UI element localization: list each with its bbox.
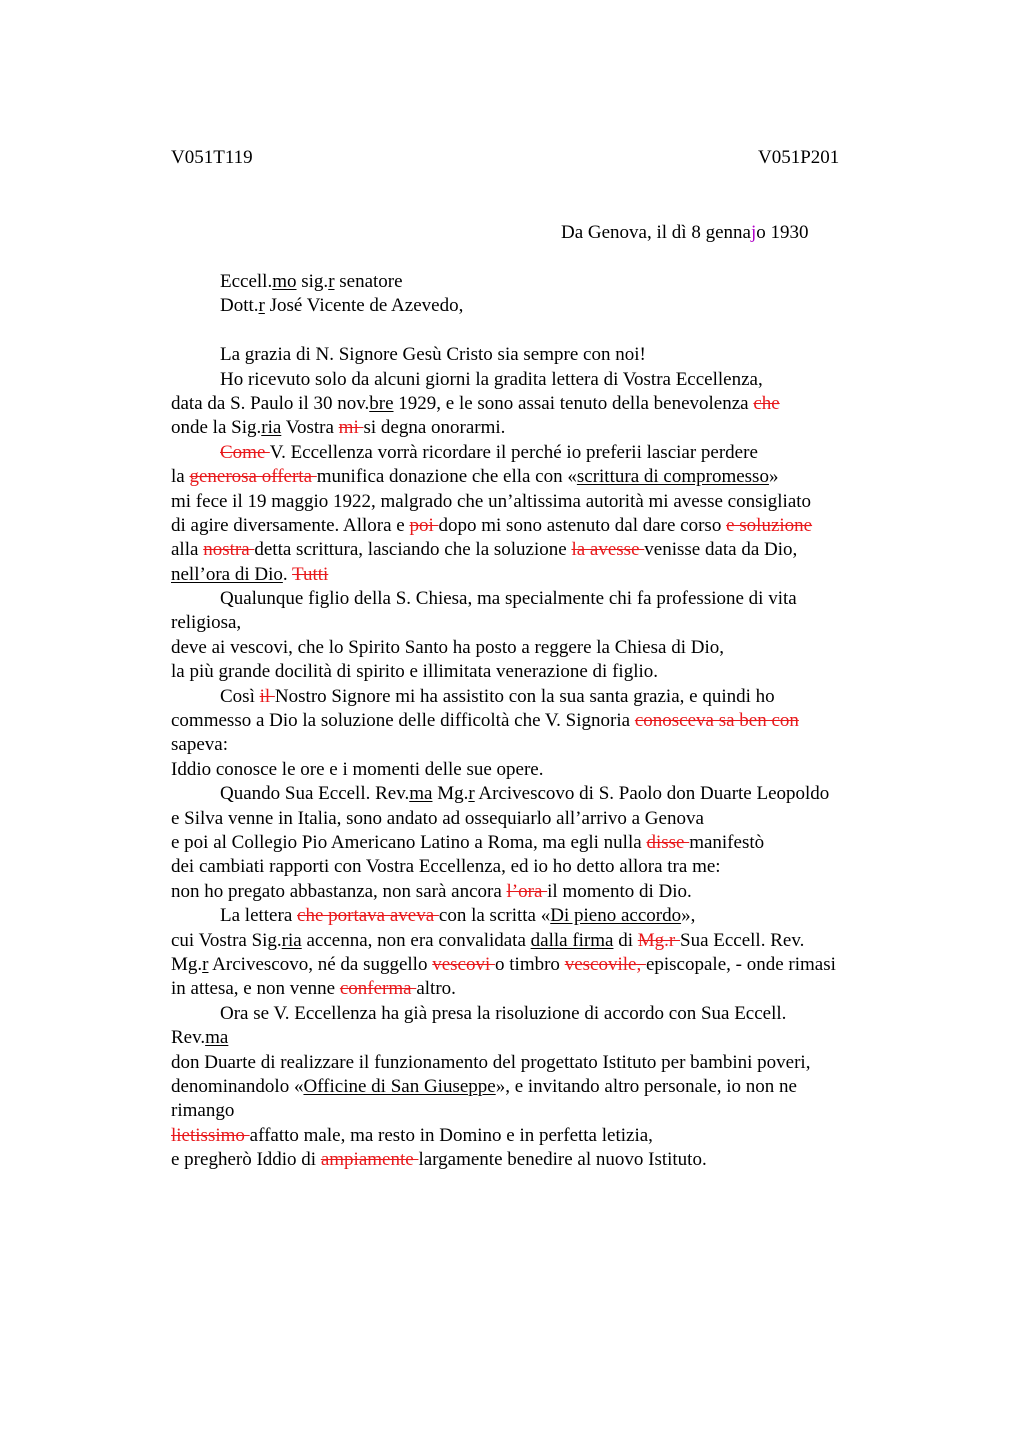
- text-run: denominandolo «: [171, 1075, 304, 1097]
- letter-body: [171, 270, 901, 1172]
- underlined-text: ria: [281, 929, 302, 951]
- text-line: [171, 831, 901, 855]
- text-run: Vostra: [281, 417, 339, 439]
- text-run: José Vicente de Azevedo,: [264, 295, 464, 317]
- deleted-text: che: [753, 392, 780, 414]
- deleted-text: conosceva sa ben con: [634, 710, 799, 732]
- text-run: »: [768, 466, 779, 488]
- text-run: e poi al Collegio Pio Americano Latino a Roma, ma egli nulla: [171, 831, 647, 853]
- text-run: o timbro: [495, 953, 565, 975]
- text-line: Iddio conosce le ore e i momenti delle sue opere.: [171, 758, 544, 780]
- underlined-text: scrittura di compromesso: [576, 466, 769, 488]
- date-text: o 1930: [756, 222, 809, 243]
- text-run: venisse data da Dio,: [644, 539, 798, 561]
- text-line: [171, 465, 901, 489]
- text-run: il momento di Dio.: [547, 880, 692, 902]
- text-run: di: [613, 929, 638, 951]
- text-line: [171, 977, 901, 1001]
- text-run: con la scritta «: [438, 905, 551, 927]
- text-line: [171, 392, 901, 416]
- underlined-text: mo: [272, 271, 297, 292]
- salutation-line: [171, 294, 901, 318]
- underlined-text: r: [258, 295, 265, 317]
- text-line: [171, 1148, 901, 1172]
- text-run: dopo mi sono astenuto dal dare corso: [438, 514, 727, 536]
- text-run: V. Eccellenza vorrà ricordare il perché io preferii lasciar perdere: [269, 441, 758, 463]
- text-line: Ho ricevuto solo da alcuni giorni la gradita lettera di Vostra Eccellenza,: [220, 368, 763, 390]
- text-line: [171, 1075, 901, 1099]
- text-line: [171, 441, 901, 465]
- text-run: Nostro Signore mi ha assistito con la sua santa grazia, e quindi ho: [274, 685, 775, 707]
- text-line: [171, 782, 901, 806]
- text-run: Così: [220, 685, 260, 707]
- text-run: Arcivescovo di S. Paolo don Duarte Leopoldo: [474, 783, 830, 805]
- text-run: Rev.: [171, 1027, 206, 1049]
- deleted-text: Tutti: [292, 563, 329, 585]
- text-run: data da S. Paulo il 30 nov.: [171, 392, 370, 414]
- text-run: di agire diversamente. Allora e: [171, 514, 410, 536]
- document-code-left: V051T119: [171, 147, 253, 168]
- text-run: in attesa, e non venne: [171, 978, 340, 1000]
- text-run: », e invitando altro personale, io non ne: [495, 1075, 797, 1097]
- text-run: cui Vostra Sig.: [171, 929, 282, 951]
- text-run: episcopale, - onde rimasi: [645, 953, 836, 975]
- text-run: Mg.: [432, 783, 469, 805]
- text-line: [171, 929, 901, 953]
- underlined-text: r: [328, 271, 335, 292]
- text-run: non ho pregato abbastanza, non sarà ancora: [171, 880, 507, 902]
- underlined-text: r: [468, 783, 475, 805]
- text-run: senatore: [334, 271, 403, 292]
- deleted-text: la avesse: [571, 539, 645, 561]
- text-line: rimango: [171, 1100, 235, 1122]
- text-run: si degna onorarmi.: [363, 417, 506, 439]
- date-correction-mark: j: [750, 222, 757, 243]
- underlined-text: ria: [261, 417, 282, 439]
- text-line: [171, 563, 901, 587]
- text-run: largamente benedire al nuovo Istituto.: [418, 1149, 707, 1171]
- text-run: detta scrittura, lasciando che la soluzione: [254, 539, 572, 561]
- text-line: [171, 514, 901, 538]
- deleted-text: vescovi: [432, 953, 496, 975]
- text-line: deve ai vescovi, che lo Spirito Santo ha posto a reggere la Chiesa di Dio,: [171, 636, 724, 658]
- text-line: [171, 880, 901, 904]
- deleted-text: generosa offerta: [189, 466, 317, 488]
- underlined-text: ma: [205, 1027, 229, 1049]
- text-run: la: [171, 466, 190, 488]
- deleted-text: nostra: [203, 539, 255, 561]
- deleted-text: disse: [646, 831, 690, 853]
- salutation-line: [171, 270, 901, 294]
- deleted-text: lietissimo: [171, 1124, 250, 1146]
- text-line: [171, 1124, 901, 1148]
- date-text: Da Genova, il dì 8 genna: [561, 222, 751, 243]
- text-line: [171, 685, 901, 709]
- text-line: don Duarte di realizzare il funzionamento del progettato Istituto per bambini poveri,: [171, 1051, 811, 1073]
- text-run: onde la Sig.: [171, 417, 262, 439]
- deleted-text: mi: [338, 417, 364, 439]
- text-run: sig.: [296, 271, 329, 292]
- text-run: Eccell.: [220, 271, 273, 292]
- underlined-text: ma: [409, 783, 433, 805]
- text-run: Mg.: [171, 953, 203, 975]
- text-line: mi fece il 19 maggio 1922, malgrado che un’altissima autorità mi avesse consigliato: [171, 490, 812, 512]
- text-run: accenna, non era convalidata: [301, 929, 531, 951]
- text-run: munifica donazione che ella con «: [316, 466, 577, 488]
- text-run: Arcivescovo, né da suggello: [208, 953, 433, 975]
- document-code-right: V051P201: [758, 147, 840, 168]
- text-run: manifestò: [689, 831, 765, 853]
- text-run: Dott.: [220, 295, 259, 317]
- letter-date: [561, 222, 808, 244]
- deleted-text: l’ora: [506, 880, 548, 902]
- text-run: 1929, e le sono assai tenuto della benevolenza: [393, 392, 754, 414]
- text-line: religiosa,: [171, 612, 242, 634]
- text-line: [171, 538, 901, 562]
- underlined-text: nell’ora di Dio: [171, 563, 283, 585]
- deleted-text: ampiamente: [320, 1149, 419, 1171]
- text-run: alla: [171, 539, 204, 561]
- text-line: [171, 709, 901, 733]
- deleted-text: Come: [220, 441, 270, 463]
- text-run: e pregherò Iddio di: [171, 1149, 321, 1171]
- text-line: [171, 1026, 901, 1050]
- deleted-text: che portava aveva: [297, 905, 439, 927]
- underlined-text: r: [202, 953, 209, 975]
- text-line: [171, 416, 901, 440]
- text-line: [171, 904, 901, 928]
- text-run: Sua Eccell. Rev.: [680, 929, 805, 951]
- text-run: »,: [681, 905, 696, 927]
- underlined-text: dalla firma: [530, 929, 614, 951]
- deleted-text: Mg.r: [637, 929, 680, 951]
- deleted-text: e soluzione: [726, 514, 813, 536]
- text-line: Ora se V. Eccellenza ha già presa la risoluzione di accordo con Sua Eccell.: [220, 1002, 787, 1024]
- text-line: dei cambiati rapporti con Vostra Eccellenza, ed io ho detto allora tra me:: [171, 856, 721, 878]
- text-run: altro.: [416, 978, 456, 1000]
- text-line: La grazia di N. Signore Gesù Cristo sia sempre con noi!: [220, 344, 646, 366]
- text-line: [171, 953, 901, 977]
- text-run: commesso a Dio la soluzione delle difficoltà che V. Signoria: [171, 710, 635, 732]
- underlined-text: Officine di San Giuseppe: [303, 1075, 496, 1097]
- text-run: Quando Sua Eccell. Rev.: [220, 783, 410, 805]
- text-line: Qualunque figlio della S. Chiesa, ma specialmente chi fa professione di vita: [220, 588, 797, 610]
- deleted-text: conferma: [339, 978, 417, 1000]
- text-line: la più grande docilità di spirito e illimitata venerazione di figlio.: [171, 661, 658, 683]
- text-run: affatto male, ma resto in Domino e in perfetta letizia,: [249, 1124, 653, 1146]
- deleted-text: vescovile,: [564, 953, 646, 975]
- underlined-text: Di pieno accordo: [550, 905, 682, 927]
- text-run: La lettera: [220, 905, 298, 927]
- deleted-text: il: [259, 685, 275, 707]
- text-line: e Silva venne in Italia, sono andato ad ossequiarlo all’arrivo a Genova: [171, 807, 704, 829]
- text-run: .: [282, 563, 293, 585]
- underlined-text: bre: [369, 392, 394, 414]
- text-line: sapeva:: [171, 734, 228, 756]
- deleted-text: poi: [409, 514, 439, 536]
- paragraph-gap: [171, 319, 901, 343]
